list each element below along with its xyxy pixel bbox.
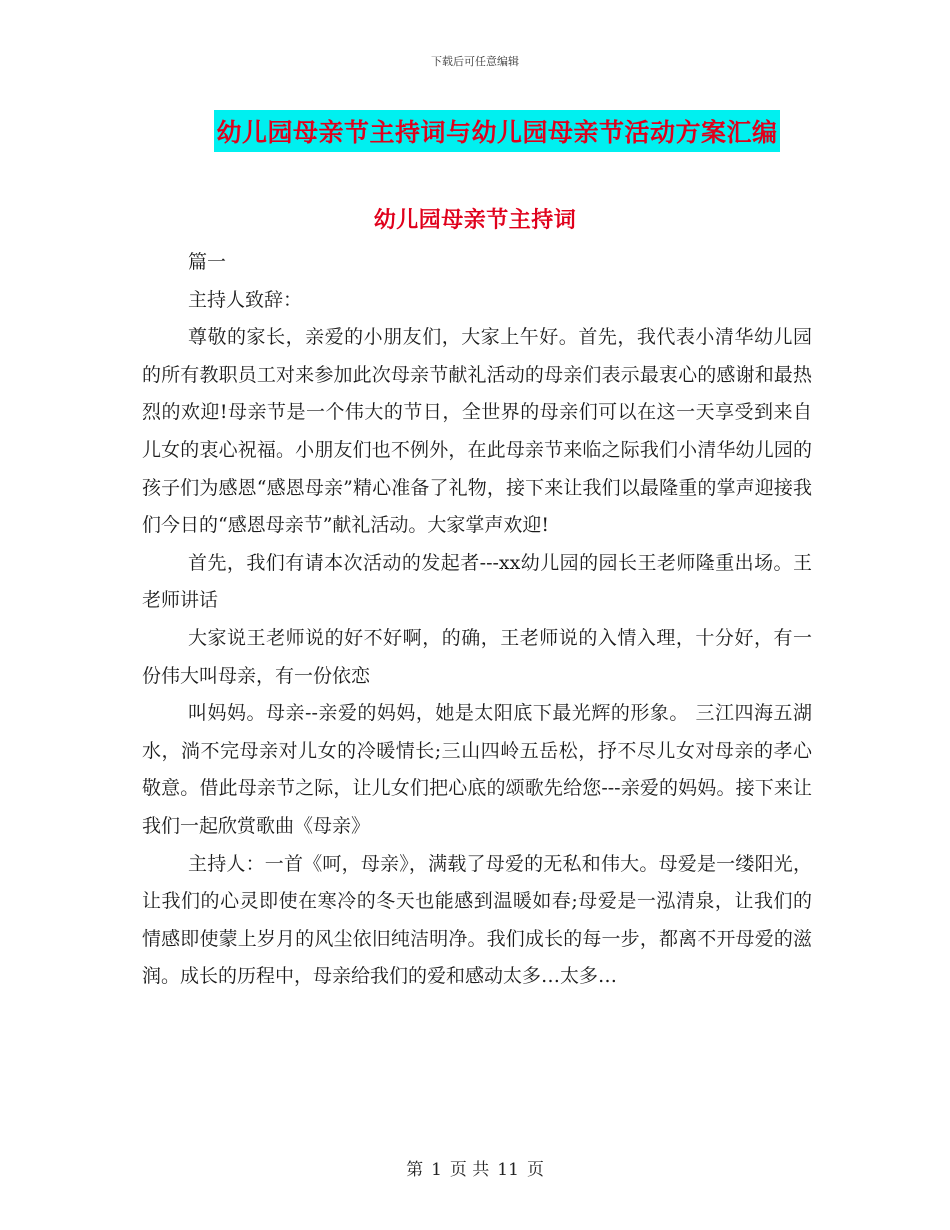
document-title: 幼儿园母亲节主持词与幼儿园母亲节活动方案汇编	[214, 110, 779, 152]
page-label-prefix: 第	[406, 1160, 424, 1180]
document-body	[142, 244, 812, 996]
page-label-suffix: 页	[526, 1160, 544, 1180]
page-number: 1	[431, 1160, 442, 1180]
paragraph: 叫妈妈。母亲--亲爱的妈妈，她是太阳底下最光辉的形象。 三江四海五湖水，淌不完母亲对儿女的冷暖情长;三山四岭五岳松，抒不尽儿女对母亲的孝心敬意。借此母亲节之际，让儿女们把心底的颂歌先给您---亲爱的妈妈。接下来让我们一起欣赏歌曲《母亲》	[142, 702, 812, 837]
page-label-mid: 页 共	[449, 1160, 490, 1180]
paragraph-host-intro: 主持人致辞：	[188, 288, 303, 311]
page-footer	[0, 1155, 950, 1180]
total-pages: 11	[497, 1160, 519, 1180]
paragraph: 大家说王老师说的好不好啊，的确，王老师说的入情入理，十分好，有一份伟大叫母亲，有一份依恋	[142, 626, 812, 687]
paragraph: 主持人：一首《呵，母亲》，满载了母爱的无私和伟大。母爱是一缕阳光，让我们的心灵即使在寒冷的冬天也能感到温暖如春;母爱是一泓清泉，让我们的情感即使蒙上岁月的风尘依旧纯洁明净。我们成长的每一步，都离不开母爱的滋润。成长的历程中，母亲给我们的爱和感动太多…太多…	[142, 852, 812, 988]
paragraph-heading: 篇一	[188, 251, 227, 273]
header-note: 下载后可任意编辑	[431, 55, 519, 68]
section-title: 幼儿园母亲节主持词	[373, 207, 577, 233]
document-title-wrapper	[0, 110, 950, 152]
paragraph: 尊敬的家长，亲爱的小朋友们，大家上午好。首先，我代表小清华幼儿园的所有教职员工对来参加此次母亲节献礼活动的母亲们表示最衷心的感谢和最热烈的欢迎!母亲节是一个伟大的节日，全世界的母亲们可以在这一天享受到来自儿女的衷心祝福。小朋友们也不例外，在此母亲节来临之际我们小清华幼儿园的孩子们为感恩“感恩母亲”精心准备了礼物，接下来让我们以最隆重的掌声迎接我们今日的“感恩母亲节”献礼活动。大家掌声欢迎!	[142, 326, 812, 537]
paragraph: 首先，我们有请本次活动的发起者---xx幼儿园的园长王老师隆重出场。王老师讲话	[142, 551, 812, 612]
